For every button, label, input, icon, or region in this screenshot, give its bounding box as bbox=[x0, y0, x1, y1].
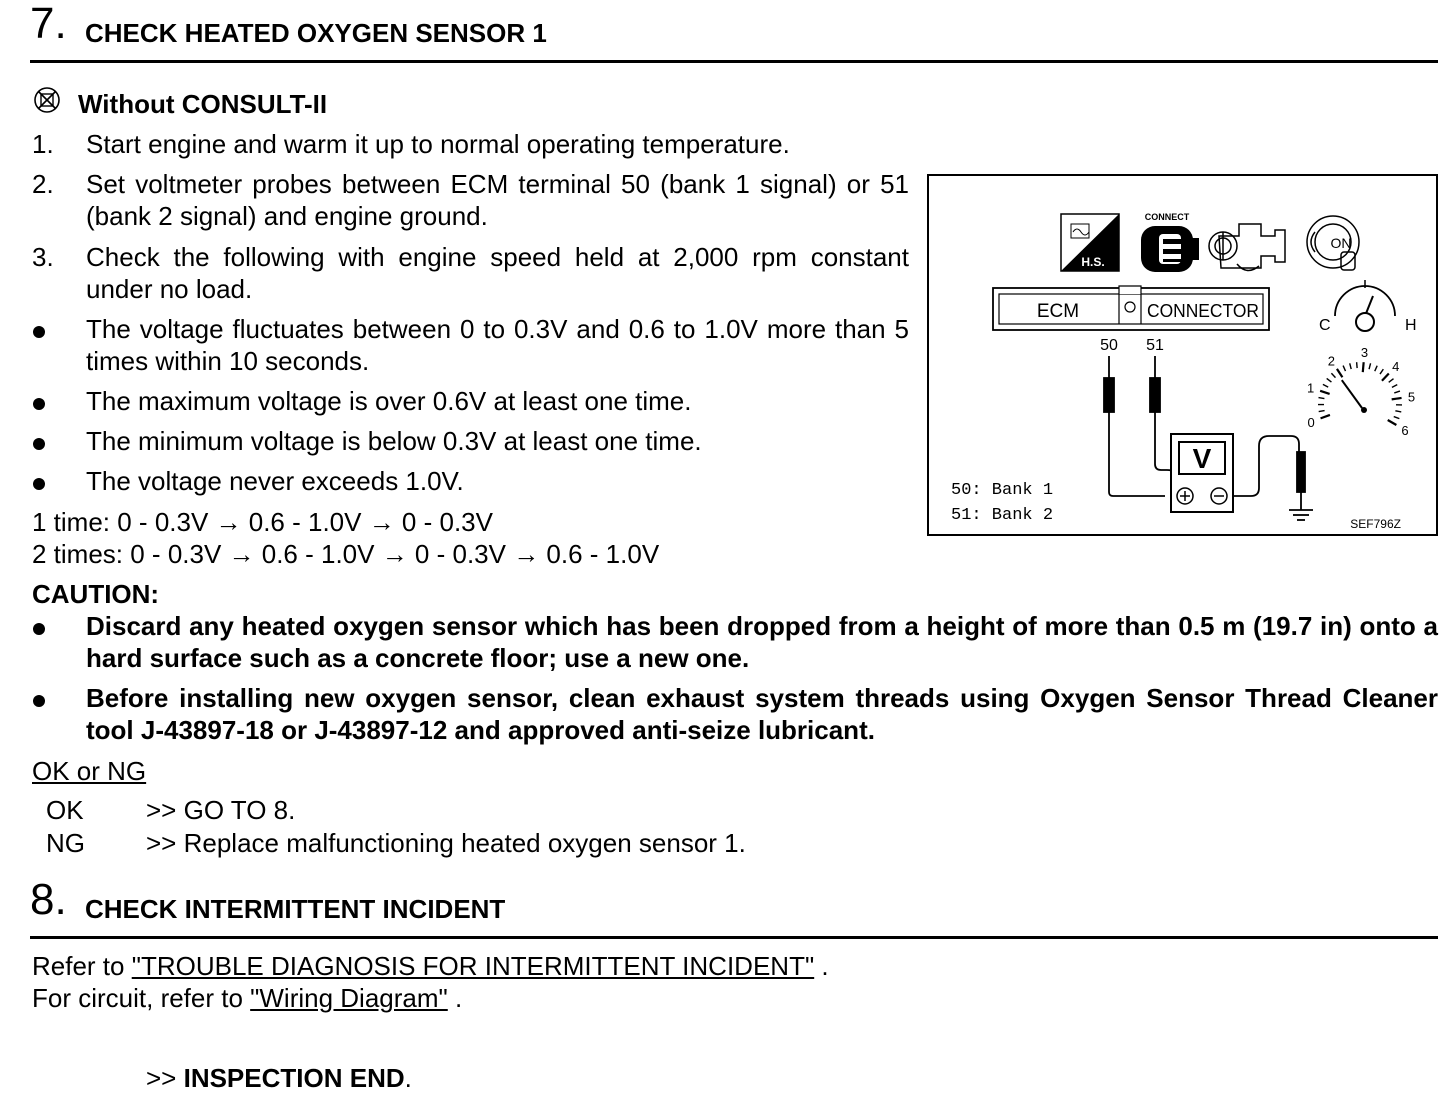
step-7-header bbox=[30, 2, 1438, 63]
bullet-dot bbox=[33, 326, 45, 338]
ok-ng-label: OK or NG bbox=[32, 756, 147, 786]
inspection-end-label: INSPECTION END bbox=[183, 1063, 405, 1093]
tach-tick bbox=[1318, 398, 1324, 399]
tach-mark-label: 5 bbox=[1407, 389, 1416, 405]
voltmeter bbox=[1171, 434, 1233, 512]
time-2-line: 2 times: 0 - 0.3V → 0.6 - 1.0V → 0 - 0.3V → 0.6 - 1.0V bbox=[32, 539, 660, 569]
tach-mark-label: 1 bbox=[1307, 380, 1315, 396]
refer-line bbox=[32, 950, 829, 982]
circuit-prefix: For circuit, refer to bbox=[32, 983, 251, 1013]
result-action-ok: >> GO TO 8. bbox=[146, 795, 296, 825]
bullet-text: The voltage fluctuates between 0 to 0.3V and 0.6 to 1.0V more than 5 times within 10 seconds. bbox=[86, 314, 909, 376]
tach-mark-label: 3 bbox=[1360, 345, 1369, 361]
result-action-ng: >> Replace malfunctioning heated oxygen sensor 1. bbox=[146, 828, 746, 858]
temp-hot-label: H bbox=[1405, 317, 1417, 334]
mode-label: Without CONSULT-II bbox=[78, 89, 328, 119]
wiring-diagram-link[interactable]: "Wiring Diagram" bbox=[250, 983, 448, 1013]
tach-mark-label: 0 bbox=[1307, 414, 1315, 430]
step-item-text: Start engine and warm it up to normal operating temperature. bbox=[86, 129, 790, 159]
refer-prefix: Refer to bbox=[32, 951, 132, 981]
caution-label: CAUTION: bbox=[32, 579, 160, 609]
step-title: CHECK HEATED OXYGEN SENSOR 1 bbox=[85, 18, 547, 48]
time-1-line: 1 time: 0 - 0.3V → 0.6 - 1.0V → 0 - 0.3V bbox=[32, 507, 493, 537]
on-label: ON bbox=[1330, 235, 1352, 251]
step-item-number: 3. bbox=[32, 242, 54, 272]
voltmeter-diagram bbox=[927, 174, 1438, 536]
no-consult-icon bbox=[32, 86, 62, 114]
result-code-ng: NG bbox=[46, 828, 85, 858]
bullet-dot bbox=[33, 623, 45, 635]
hs-icon bbox=[1061, 214, 1119, 271]
bullet-dot bbox=[33, 438, 45, 450]
bullet-dot bbox=[33, 695, 45, 707]
step-title: CHECK INTERMITTENT INCIDENT bbox=[85, 894, 506, 924]
step-item-text: Check the following with engine speed held at 2,000 rpm constant under no load. bbox=[86, 242, 909, 304]
ecm-connector bbox=[993, 286, 1269, 330]
tach-mark-label: 2 bbox=[1327, 353, 1336, 369]
legend-bank-2: 51: Bank 2 bbox=[951, 506, 1054, 525]
figure-code: SEF796Z bbox=[1350, 517, 1401, 531]
tach-tick bbox=[1392, 398, 1402, 399]
connector-label: CONNECTOR bbox=[1147, 301, 1259, 321]
step-number: 8. bbox=[30, 875, 67, 924]
bullet-text: The voltage never exceeds 1.0V. bbox=[86, 466, 464, 496]
bullet-text: The minimum voltage is below 0.3V at least one time. bbox=[86, 426, 702, 456]
step-8-header bbox=[30, 875, 1438, 939]
tach-mark-label: 6 bbox=[1401, 423, 1409, 438]
pin-51-label: 51 bbox=[1146, 337, 1164, 354]
step-item-text: Set voltmeter probes between ECM terminal 50 (bank 1 signal) or 51 (bank 2 signal) and engine ground. bbox=[86, 169, 909, 231]
bullet-dot bbox=[33, 398, 45, 410]
voltmeter-label: V bbox=[1192, 443, 1212, 474]
hs-label: H.S. bbox=[1081, 255, 1105, 269]
step-number: 7. bbox=[30, 0, 67, 48]
step-item-number: 1. bbox=[32, 129, 54, 159]
caution-text: Discard any heated oxygen sensor which has been dropped from a height of more than 0.5 m (19.7 in) onto a hard surface such as a concrete floor; use a new one. bbox=[86, 611, 1438, 673]
end-period: . bbox=[404, 1063, 412, 1093]
bullet-dot bbox=[33, 478, 45, 490]
legend-bank-1: 50: Bank 1 bbox=[951, 481, 1054, 500]
inspection-end-line bbox=[146, 1062, 412, 1094]
result-code-ok: OK bbox=[46, 795, 84, 825]
tach-mark-label: 4 bbox=[1392, 359, 1400, 375]
bullet-text: The maximum voltage is over 0.6V at least one time. bbox=[86, 386, 692, 416]
intermittent-incident-link[interactable]: "TROUBLE DIAGNOSIS FOR INTERMITTENT INCIDENT" bbox=[131, 951, 815, 981]
pin-50-label: 50 bbox=[1100, 337, 1118, 354]
circuit-suffix: . bbox=[447, 983, 463, 1013]
end-arrow: >> bbox=[146, 1063, 184, 1093]
ecm-label: ECM bbox=[1036, 301, 1080, 322]
tach-hub bbox=[1361, 407, 1367, 413]
step-item-number: 2. bbox=[32, 169, 54, 199]
circuit-line bbox=[32, 982, 462, 1014]
tach-tick bbox=[1363, 362, 1364, 372]
connect-label: CONNECT bbox=[1144, 212, 1190, 222]
refer-suffix: . bbox=[814, 951, 829, 981]
temp-cold-label: C bbox=[1319, 317, 1331, 334]
caution-text: Before installing new oxygen sensor, clean exhaust system threads using Oxygen Sensor Thread Cleaner tool J-43897-18 or J-43897-12 and approved anti-seize lubricant. bbox=[86, 683, 1438, 745]
